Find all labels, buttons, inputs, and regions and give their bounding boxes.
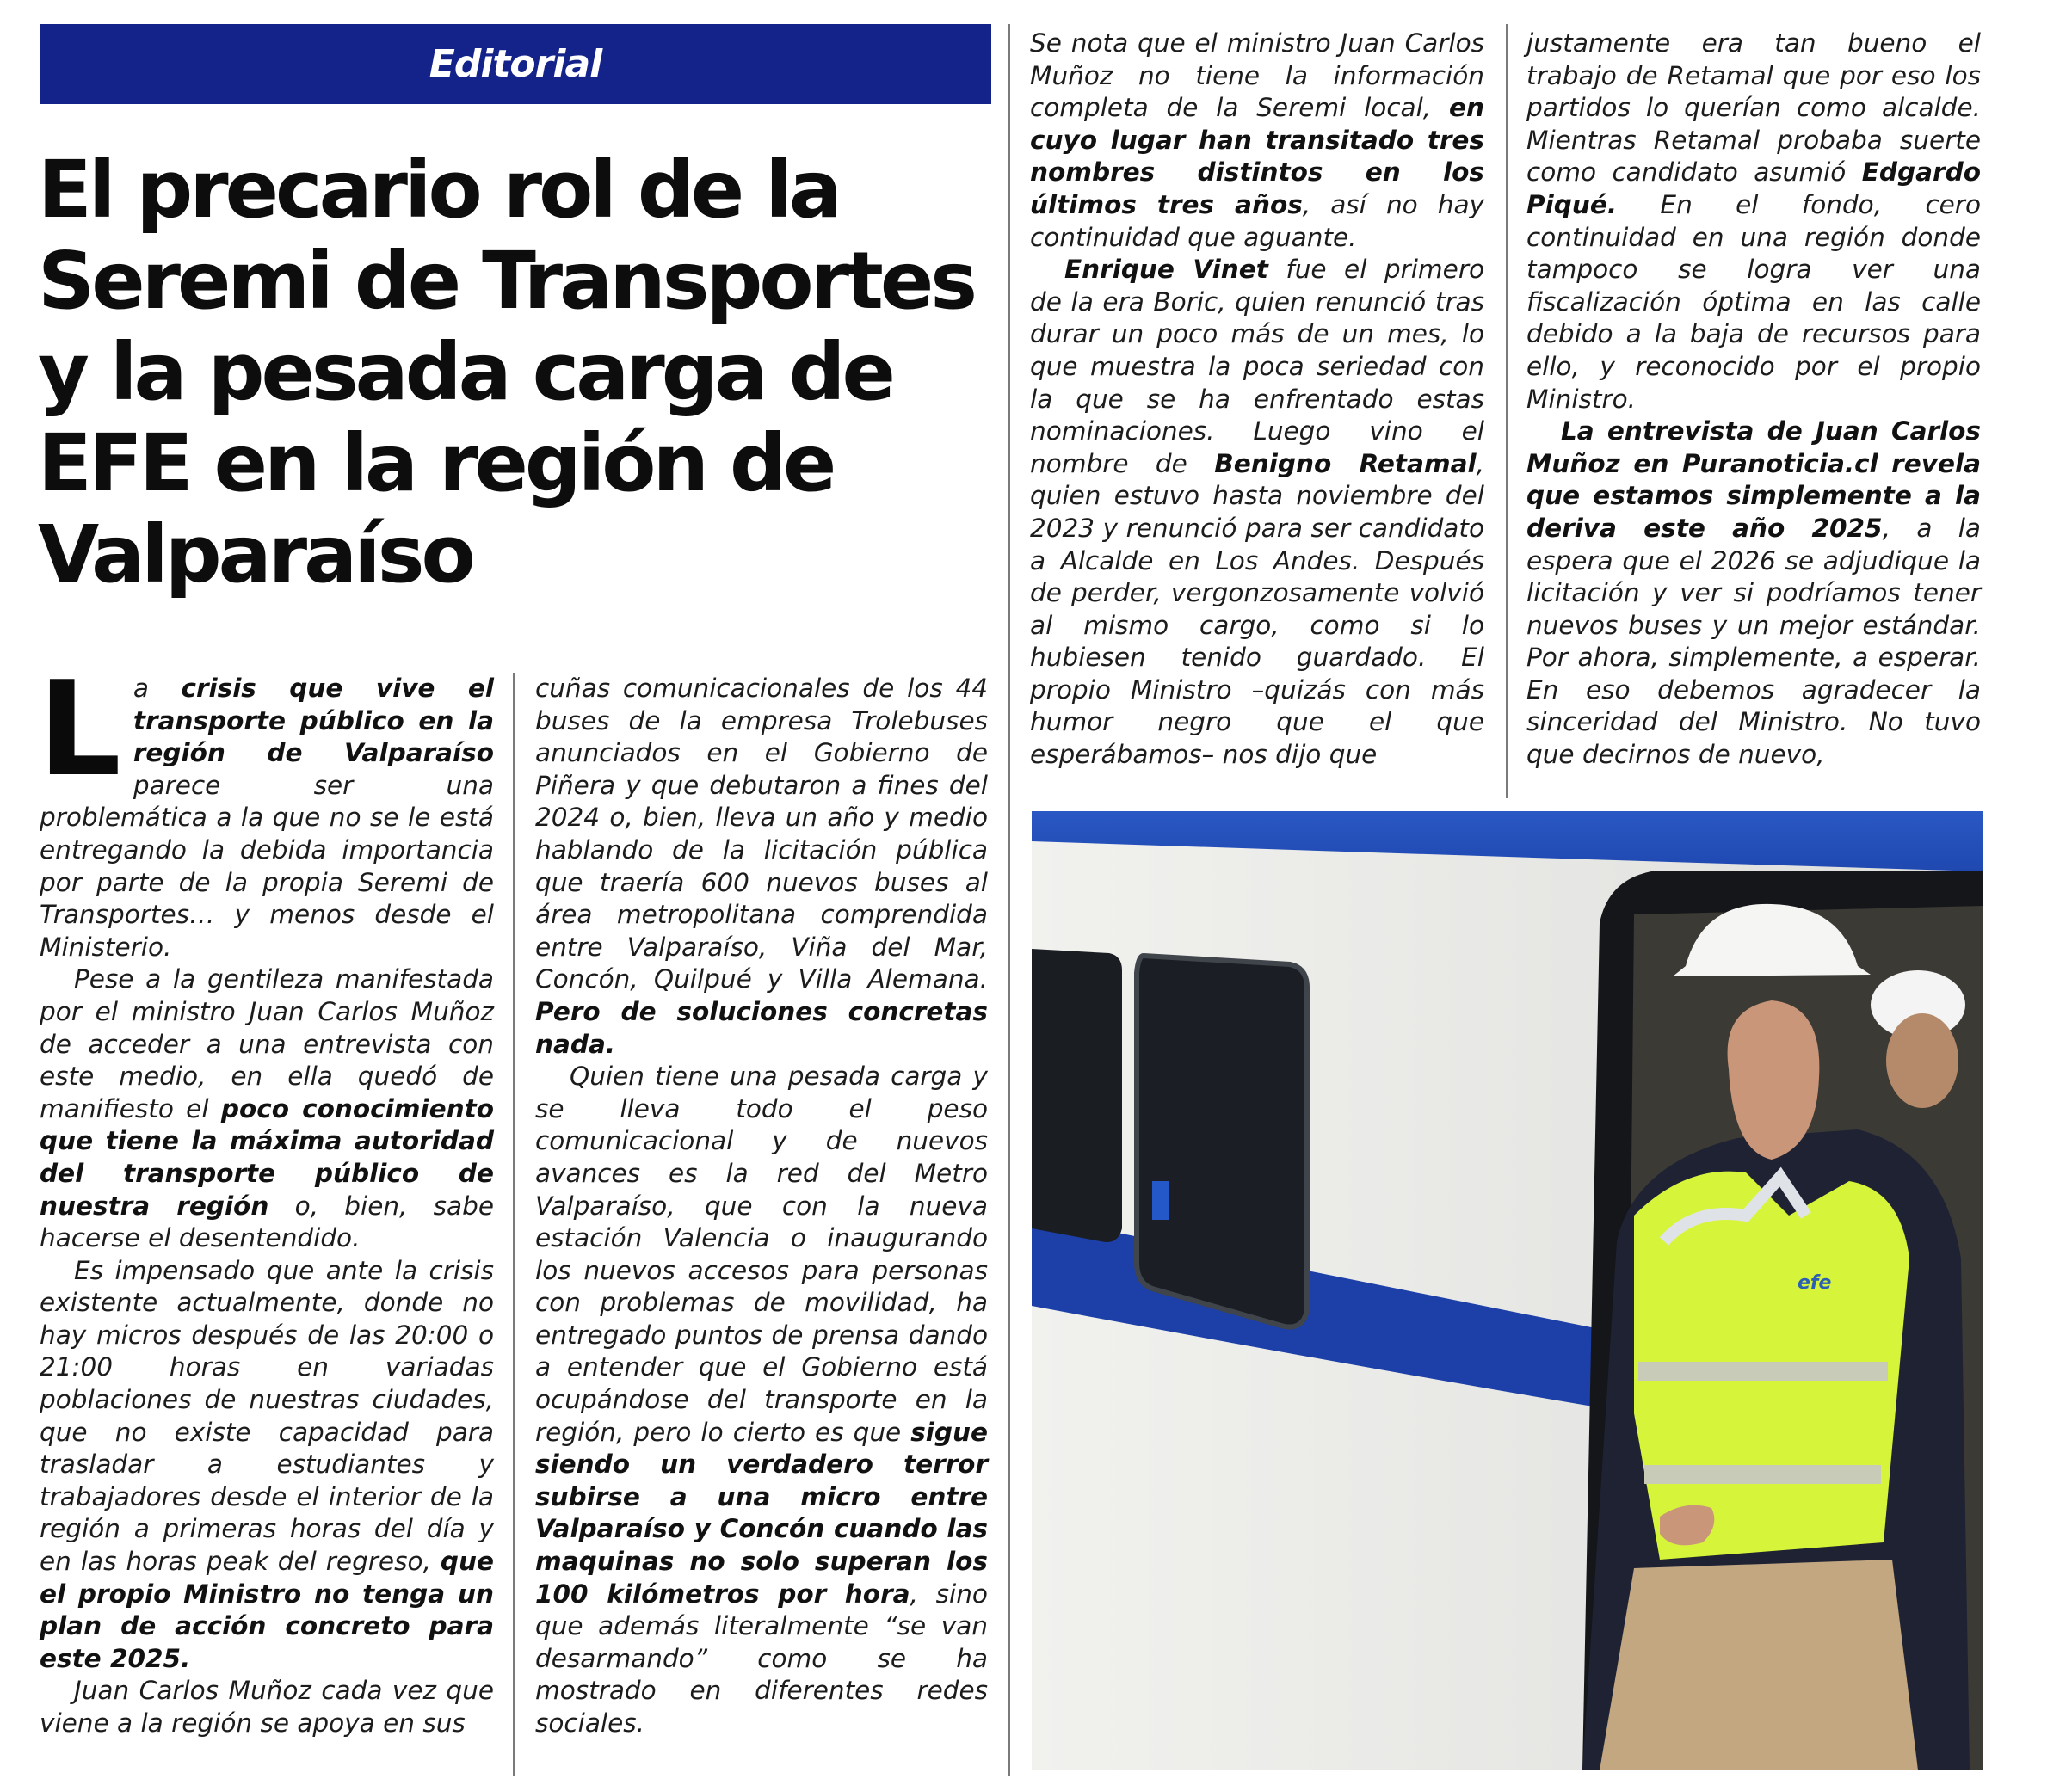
article-paragraph (1526, 415, 1981, 772)
accessibility-sign (1152, 1181, 1169, 1220)
column-rule (1008, 24, 1010, 1776)
body-text: , sino que además literalmente “se van desarmando” como se ha mostrado en diferentes redes sociales. (535, 1579, 988, 1738)
bold-text: sigue siendo un verdadero terror subirse a una micro entre Valparaíso y Concón cuando las maquinas no solo superan los 100 kilómetros por hora (535, 1417, 988, 1609)
bold-text: Benigno Retamal (1214, 448, 1477, 478)
body-text: o, bien, sabe hacerse el desentendido. (40, 1191, 494, 1253)
article-paragraph (1526, 28, 1981, 415)
body-text: fue el primero de la era Boric, quien renunció tras durar un poco más de un mes, lo que muestra la poca seriedad con la que se ha enfrentado estas nominaciones. Luego vino el nombre de (1030, 255, 1484, 478)
body-text: Es impensado que ante la crisis existente actualmente, donde no hay micros después de las 20:00 o 21:00 horas en variadas poblaciones de nuestras ciudades, que no existe capacidad para trasladar a estudiantes y trabajadores desde el interior de la región a primeras horas del día y en las horas peak del regreso, (40, 1255, 494, 1577)
bold-text: que el propio Ministro no tenga un plan de acción concreto para este 2025. (40, 1547, 494, 1673)
article-paragraph (1030, 254, 1484, 772)
body-text: Pese a la gentileza manifestada por el ministro Juan Carlos Muñoz de acceder a una entrevista con este medio, en ella quedó de manifiesto el (40, 964, 494, 1123)
article-column-4 (1526, 28, 1981, 772)
bold-text: Edgardo Piqué. (1526, 157, 1981, 219)
article-paragraph (40, 1675, 494, 1739)
column-rule (513, 673, 515, 1776)
article-paragraph (40, 1255, 494, 1676)
bold-text: Enrique Vinet (1064, 255, 1268, 285)
body-text: , quien estuvo hasta noviembre del 2023 y renunció para ser candidato a Alcalde en Los Andes. Después de perder, vergonzosamente volvió al mismo cargo, como si lo hubiesen tenido guardado. El propio Ministro –quizás con más humor negro que el que esperábamos– nos dijo que (1030, 448, 1485, 770)
article-paragraph (535, 1061, 988, 1739)
article-headline: El precario rol de la Seremi de Transportes y la pesada carga de EFE en la región de Valparaíso (38, 144, 975, 600)
man-trousers (1600, 1560, 1918, 1770)
bold-text: Pero de soluciones concretas nada. (535, 996, 988, 1059)
body-text: justamente era tan bueno el trabajo de Retamal que por eso los partidos lo querían como alcalde. Mientras Retamal probaba suerte como candidato asumió (1526, 28, 1981, 188)
article-paragraph (535, 673, 988, 1061)
body-text: , a la espera que el 2026 se adjudique la licitación y ver si podríamos tener nuevos buses y un mejor estándar. Por ahora, simplemente, a esperar. En eso debemos agradecer la sinceridad del Ministro. No tuvo que decirnos de nuevo, (1526, 513, 1982, 770)
body-text: a (133, 674, 182, 703)
bold-text: poco conocimiento que tiene la máxima autoridad del transporte público de nuestra región (40, 1093, 494, 1221)
bold-text: La entrevista de Juan Carlos Muñoz en Puranoticia.cl revela que estamos simplemente a la deriva este año 2025 (1526, 416, 1981, 543)
article-photo (1032, 811, 1983, 1770)
body-text: parece ser una problemática a la que no se le está entregando la debida importancia por parte de la propia Seremi de Transportes… y menos desde el Ministerio. (40, 770, 494, 962)
vest-logo: efe (1798, 1272, 1832, 1294)
drop-cap: L (38, 653, 121, 805)
article-paragraph (38, 653, 494, 963)
person-background (1886, 1013, 1958, 1108)
train-window (1137, 956, 1307, 1327)
bold-text: en cuyo lugar han transitado tres nombres distintos en los últimos tres años (1030, 93, 1484, 219)
body-text: cuñas comunicacionales de los 44 buses de la empresa Trolebuses anunciados en el Gobierno de Piñera y que debutaron a fines del 2024 o, bien, lleva un año y medio hablando de la licitación pública que traería 600 nuevos buses al área metropolitana comprendida entre Valparaíso, Viña del Mar, Concón, Quilpué y Villa Alemana. (535, 674, 988, 994)
body-text: En el fondo, cero continuidad en una región donde tampoco se logra ver una fiscalización óptima en las calle debido a la baja de recursos para ello, y reconocido por el propio Ministro. (1526, 189, 1981, 414)
train-window (1032, 949, 1122, 1242)
bold-text: crisis que vive el transporte público en la región de Valparaíso (133, 674, 494, 768)
article-paragraph (1030, 28, 1484, 254)
article-column-1 (38, 653, 494, 1740)
article-paragraph (40, 963, 494, 1254)
section-header-bar (40, 24, 991, 104)
section-label: Editorial (429, 42, 602, 86)
body-text: Juan Carlos Muñoz cada vez que viene a la región se apoya en sus (40, 1676, 494, 1738)
body-text: Se nota que el ministro Juan Carlos Muñoz no tiene la información completa de la Seremi local, (1030, 28, 1484, 123)
vest-reflective-band (1638, 1362, 1888, 1381)
article-column-3 (1030, 28, 1484, 772)
column-rule (1506, 24, 1508, 798)
vest-reflective-band (1644, 1465, 1881, 1484)
body-text: Quien tiene una pesada carga y se lleva todo el peso comunicacional y de nuevos avances es la red del Metro Valparaíso, que con la nueva estación Valencia o inaugurando los nuevos accesos para personas con problemas de movilidad, ha entregado puntos de prensa dando a entender que el Gobierno está ocupándose del transporte en la región, pero lo cierto es que (535, 1062, 988, 1447)
article-column-2 (535, 673, 988, 1740)
body-text: , así no hay continuidad que aguante. (1030, 189, 1484, 252)
